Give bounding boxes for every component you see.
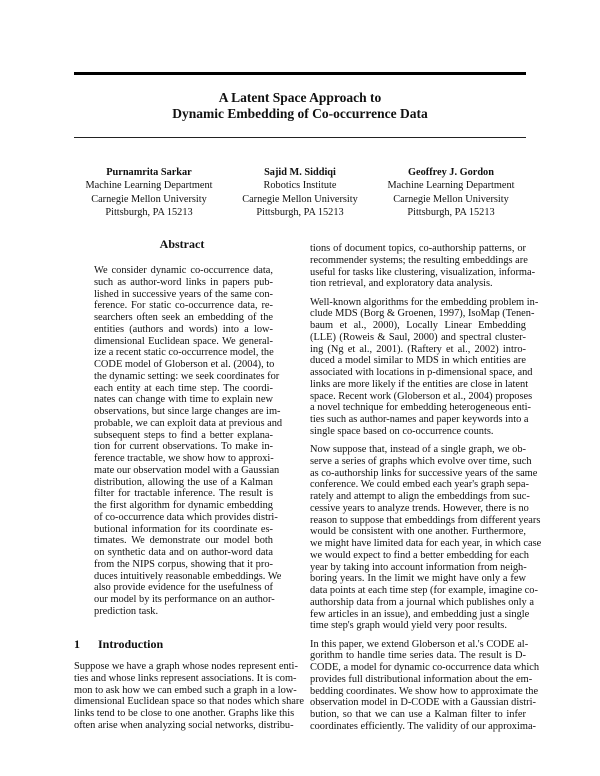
author-addr: Pittsburgh, PA 15213 bbox=[105, 207, 193, 219]
author-block bbox=[74, 166, 526, 220]
text-line: dimensional Euclidean space. We general- bbox=[94, 335, 273, 347]
text-line: probable, we can exploit data at previous and bbox=[94, 417, 283, 429]
text-line: recommender systems; the resulting embeddings are bbox=[310, 254, 528, 266]
section-title: Introduction bbox=[98, 637, 164, 651]
text-line: ference tractable, we show how to approxi- bbox=[94, 453, 274, 464]
author bbox=[376, 166, 526, 220]
text-line: as co-authorship links for successive years of the same bbox=[310, 467, 538, 479]
text-line: reason to suppose that embeddings from different years bbox=[310, 514, 541, 526]
text-line: In this paper, we extend Globerson et al.'s CODE al- bbox=[310, 638, 529, 650]
author-univ: Carnegie Mellon University bbox=[91, 193, 207, 205]
text-line: year by taking into account information from neigh- bbox=[310, 561, 527, 573]
text-line: authorship data from a journal which publishes only a bbox=[310, 596, 534, 608]
text-line: searchers often seek an embedding of the bbox=[94, 312, 273, 323]
text-line: ties such as author-names and paper keywords into a bbox=[310, 414, 529, 425]
text-line: associated with locations in p-dimensional space, and bbox=[310, 367, 533, 378]
text-line: the first algorithm for dynamic embedding bbox=[94, 500, 273, 511]
text-line: on synthetic data and on author-word data bbox=[94, 547, 273, 558]
text-line: mate our observation model with a Gaussian bbox=[94, 464, 280, 476]
paragraph bbox=[310, 296, 539, 438]
text-line: our model by its performance on an author- bbox=[94, 594, 275, 605]
text-line: useful for tasks like clustering, visualization, informa- bbox=[310, 266, 536, 278]
abstract-heading: Abstract bbox=[159, 237, 205, 251]
text-line: also provide evidence for the usefulness of bbox=[94, 582, 273, 594]
text-line: ize a recent static co-occurrence model, the bbox=[94, 347, 274, 359]
text-line: ference. For static co-occurrence data, re- bbox=[94, 300, 273, 312]
intro-left-column bbox=[74, 661, 304, 738]
text-line: gorithm to handle time series data. The result is D- bbox=[310, 650, 526, 662]
section-heading bbox=[74, 637, 163, 652]
author-addr: Pittsburgh, PA 15213 bbox=[407, 207, 495, 219]
text-line: provides full distributional information about the em- bbox=[310, 673, 533, 685]
text-line: coordinates efficiently. The validity of our approxima- bbox=[310, 720, 537, 732]
text-line: CODE model of Globerson et al. (2004), to bbox=[94, 359, 275, 370]
abstract-body bbox=[94, 265, 283, 624]
text-line: duced a model similar to MDS in which entities are bbox=[310, 355, 526, 367]
text-line: (LLE) (Roweis & Saul, 2000) and spectral cluster- bbox=[310, 331, 526, 343]
text-line: each entity at each time step. The coordi- bbox=[94, 382, 273, 394]
text-line: Well-known algorithms for the embedding problem in- bbox=[310, 296, 539, 308]
text-line: single space based on co-occurrence counts. bbox=[310, 425, 494, 437]
section-number: 1 bbox=[74, 637, 80, 651]
text-line: serve a series of graphs which evolve over time, such bbox=[310, 455, 532, 467]
text-line: tions of document topics, co-authorship patterns, or bbox=[310, 243, 526, 254]
author-name: Geoffrey J. Gordon bbox=[408, 167, 494, 178]
paragraph bbox=[74, 661, 304, 732]
text-line: distribution, allowing the use of a Kalman bbox=[94, 476, 273, 488]
text-line: baum et al., 2000), Locally Linear Embedding bbox=[310, 320, 526, 331]
author bbox=[74, 166, 224, 220]
text-line: we would expect to find a better embedding for each bbox=[310, 549, 529, 561]
text-line: we might have limited data for each year, in which case bbox=[310, 538, 542, 549]
paragraph bbox=[94, 265, 283, 618]
text-line: boring years. In the limit we might have only a few bbox=[310, 573, 526, 585]
author-dept: Machine Learning Department bbox=[85, 180, 213, 192]
author-univ: Carnegie Mellon University bbox=[393, 193, 509, 205]
text-line: clude MDS (Borg & Groenen, 1997), IsoMap (Tenen- bbox=[310, 308, 535, 320]
author-name: Sajid M. Siddiqi bbox=[264, 167, 336, 178]
title-rule bbox=[74, 137, 526, 138]
text-line: few articles in an issue), and embedding just a single bbox=[310, 608, 530, 620]
title-line: Dynamic Embedding of Co-occurrence Data bbox=[172, 106, 428, 121]
text-line: timates. We demonstrate our model both bbox=[94, 535, 273, 547]
text-line: such as author-word links in papers pub- bbox=[94, 276, 273, 288]
text-line: a novel technique for embedding heterogeneous enti- bbox=[310, 402, 532, 414]
text-line: links tend to be close to one another. Graphs like this bbox=[74, 708, 295, 719]
text-line: rately and attempt to align the embeddings from suc- bbox=[310, 491, 530, 502]
text-line: tion for current observations. To make in- bbox=[94, 441, 273, 453]
text-line: links are more likely if the entities are close in latent bbox=[310, 378, 529, 390]
text-line: often arise when analyzing social networks, distribu- bbox=[74, 719, 294, 731]
text-line: observations, but since large changes are im- bbox=[94, 406, 281, 417]
text-line: ing (Ng et al., 2001). (Raftery et al., 2002) intro- bbox=[310, 343, 526, 355]
text-line: space. Recent work (Globerson et al., 2004) proposes bbox=[310, 390, 533, 402]
text-line: tion retrieval, and exploratory data analysis. bbox=[310, 278, 493, 290]
author bbox=[225, 166, 375, 220]
text-line: data points at each time step (for example, imagine co- bbox=[310, 585, 538, 596]
intro-right-column bbox=[310, 243, 542, 739]
text-line: CODE, a model for dynamic co-occurrence data which bbox=[310, 662, 540, 673]
text-line: duces intuitively reasonable embeddings. We bbox=[94, 570, 282, 582]
text-line: mon to ask how we can embed such a graph in a low- bbox=[74, 684, 297, 696]
title-line: A Latent Space Approach to bbox=[218, 90, 382, 105]
text-line: subsequent steps to find a better explana- bbox=[94, 429, 273, 441]
text-line: from the NIPS corpus, showing that it pro- bbox=[94, 558, 273, 570]
text-line: lished in successive years of the same con- bbox=[94, 288, 273, 300]
text-line: dimensional Euclidean space so that nodes which share bbox=[74, 696, 304, 708]
text-line: Suppose we have a graph whose nodes represent enti- bbox=[74, 661, 298, 672]
text-line: would be consistent with one another. Furthermore, bbox=[310, 526, 526, 538]
text-line: time step's graph would yield very poor results. bbox=[310, 620, 507, 632]
paper-title bbox=[74, 90, 526, 122]
author-dept: Robotics Institute bbox=[263, 180, 337, 192]
text-line: filter for tractable inference. The result is bbox=[94, 488, 273, 500]
text-line: We consider dynamic co-occurrence data, bbox=[94, 265, 273, 276]
top-rule bbox=[74, 72, 526, 75]
text-line: of co-occurrence data which provides distri- bbox=[94, 511, 278, 523]
author-addr: Pittsburgh, PA 15213 bbox=[256, 207, 344, 219]
text-line: entities (authors and words) into a low- bbox=[94, 323, 273, 335]
text-line: observation model in D-CODE with a Gaussian distri- bbox=[310, 697, 536, 709]
text-line: the dynamic setting: we seek coordinates for bbox=[94, 370, 280, 382]
text-line: cessive years to analyze trends. However, there is no bbox=[310, 502, 529, 514]
text-line: nates can change with time to explain new bbox=[94, 394, 273, 406]
paragraph bbox=[310, 444, 542, 632]
text-line: prediction task. bbox=[94, 605, 159, 617]
text-line: ties and whose links represent associations. It is com- bbox=[74, 672, 297, 684]
paragraph bbox=[310, 243, 536, 290]
author-dept: Machine Learning Department bbox=[387, 180, 515, 192]
text-line: bedding coordinates. We show how to approximate the bbox=[310, 685, 539, 697]
text-line: butional information for its coordinate es- bbox=[94, 523, 273, 535]
text-line: bution, so that we can use a Kalman filter to infer bbox=[310, 709, 526, 720]
paragraph bbox=[310, 638, 540, 733]
author-name: Purnamrita Sarkar bbox=[106, 167, 192, 178]
author-univ: Carnegie Mellon University bbox=[242, 193, 358, 205]
text-line: Now suppose that, instead of a single graph, we ob- bbox=[310, 444, 526, 455]
text-line: conference. We could embed each year's graph sepa- bbox=[310, 479, 529, 491]
